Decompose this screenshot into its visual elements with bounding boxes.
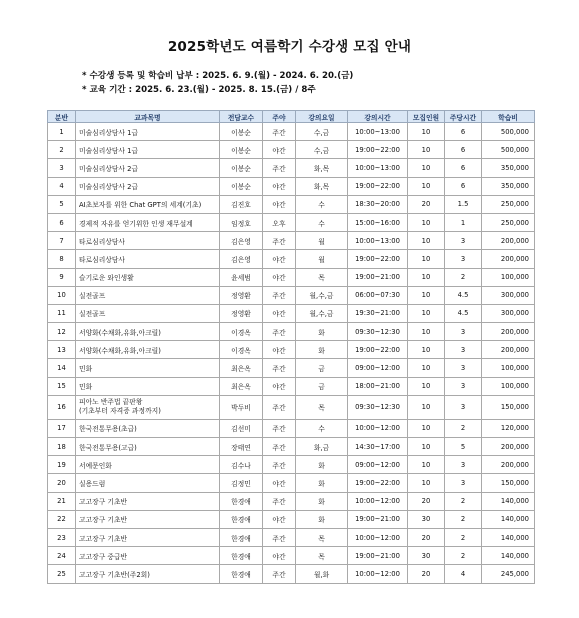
cell-subject: 타로심리상담사 — [76, 250, 220, 268]
cell-subject: 고고장구 기초반 — [76, 492, 220, 510]
cell-weekly-hours: 6 — [445, 141, 482, 159]
cell-day-night: 야간 — [263, 377, 296, 395]
header-weekly-hours: 주당시간 — [445, 111, 482, 123]
cell-subject: 미술심리상담사 1급 — [76, 141, 220, 159]
cell-subject: 민화 — [76, 377, 220, 395]
cell-capacity: 10 — [408, 474, 445, 492]
cell-subject: 미술심리상담사 2급 — [76, 159, 220, 177]
cell-weekly-hours: 2 — [445, 419, 482, 437]
table-row — [48, 438, 535, 456]
cell-class: 12 — [48, 323, 76, 341]
table-row — [48, 377, 535, 395]
cell-weekly-hours: 3 — [445, 377, 482, 395]
cell-fee: 150,000 — [482, 395, 535, 419]
cell-weekly-hours: 2 — [445, 492, 482, 510]
cell-day-night: 야간 — [263, 510, 296, 528]
cell-subject: 미술심리상담사 1급 — [76, 123, 220, 141]
cell-subject: 피아노 반주법 끝판왕 (기초부터 자격증 과정까지) — [76, 395, 220, 419]
cell-weekly-hours: 4.5 — [445, 304, 482, 322]
note-period: * 교육 기간 : 2025. 6. 23.(월) - 2025. 8. 15.(금) / 8주 — [82, 85, 316, 95]
cell-class: 16 — [48, 395, 76, 419]
table-row — [48, 341, 535, 359]
table-row — [48, 213, 535, 231]
cell-class: 8 — [48, 250, 76, 268]
cell-time: 19:00~21:00 — [348, 510, 408, 528]
cell-capacity: 10 — [408, 323, 445, 341]
header-capacity: 모집인원 — [408, 111, 445, 123]
cell-professor: 이경옥 — [220, 341, 263, 359]
table-row — [48, 359, 535, 377]
cell-subject: 고고장구 기초반 — [76, 528, 220, 546]
cell-weekday: 화,목 — [296, 177, 348, 195]
cell-fee: 300,000 — [482, 286, 535, 304]
cell-capacity: 10 — [408, 438, 445, 456]
cell-weekly-hours: 5 — [445, 438, 482, 456]
cell-subject: 고고장구 기초반(주2회) — [76, 565, 220, 583]
cell-weekly-hours: 4.5 — [445, 286, 482, 304]
table-row — [48, 250, 535, 268]
cell-day-night: 주간 — [263, 232, 296, 250]
table-row — [48, 232, 535, 250]
cell-fee: 100,000 — [482, 359, 535, 377]
cell-fee: 140,000 — [482, 528, 535, 546]
cell-professor: 한경애 — [220, 565, 263, 583]
cell-day-night: 야간 — [263, 547, 296, 565]
cell-capacity: 10 — [408, 177, 445, 195]
cell-weekday: 화 — [296, 492, 348, 510]
cell-capacity: 10 — [408, 419, 445, 437]
cell-capacity: 10 — [408, 395, 445, 419]
cell-weekly-hours: 6 — [445, 159, 482, 177]
cell-subject: 타로심리상담사 — [76, 232, 220, 250]
cell-capacity: 10 — [408, 159, 445, 177]
cell-class: 10 — [48, 286, 76, 304]
cell-weekday: 금 — [296, 377, 348, 395]
table-row — [48, 141, 535, 159]
table-header-row — [48, 111, 535, 123]
cell-weekday: 목 — [296, 547, 348, 565]
cell-class: 7 — [48, 232, 76, 250]
cell-class: 25 — [48, 565, 76, 583]
cell-class: 9 — [48, 268, 76, 286]
cell-class: 21 — [48, 492, 76, 510]
table-row — [48, 159, 535, 177]
cell-fee: 250,000 — [482, 195, 535, 213]
cell-fee: 350,000 — [482, 159, 535, 177]
cell-capacity: 10 — [408, 123, 445, 141]
cell-subject: 고고장구 기초반 — [76, 510, 220, 528]
cell-weekday: 월,화 — [296, 565, 348, 583]
cell-class: 5 — [48, 195, 76, 213]
cell-fee: 100,000 — [482, 377, 535, 395]
cell-class: 14 — [48, 359, 76, 377]
cell-weekly-hours: 6 — [445, 177, 482, 195]
cell-capacity: 10 — [408, 456, 445, 474]
cell-time: 14:30~17:00 — [348, 438, 408, 456]
table-row — [48, 547, 535, 565]
cell-day-night: 주간 — [263, 438, 296, 456]
cell-class: 15 — [48, 377, 76, 395]
cell-fee: 200,000 — [482, 323, 535, 341]
cell-time: 10:00~12:00 — [348, 419, 408, 437]
cell-weekly-hours: 3 — [445, 395, 482, 419]
cell-fee: 140,000 — [482, 547, 535, 565]
cell-weekday: 화,금 — [296, 438, 348, 456]
cell-professor: 김수나 — [220, 456, 263, 474]
cell-weekday: 월 — [296, 250, 348, 268]
table-row — [48, 195, 535, 213]
cell-professor: 박두비 — [220, 395, 263, 419]
cell-capacity: 30 — [408, 547, 445, 565]
cell-weekday: 수 — [296, 419, 348, 437]
cell-day-night: 오후 — [263, 213, 296, 231]
cell-capacity: 10 — [408, 341, 445, 359]
header-day-night: 주야 — [263, 111, 296, 123]
cell-subject: 미술심리상담사 2급 — [76, 177, 220, 195]
cell-fee: 350,000 — [482, 177, 535, 195]
cell-subject: 슬기로운 와인생활 — [76, 268, 220, 286]
cell-class: 6 — [48, 213, 76, 231]
cell-time: 19:00~21:00 — [348, 547, 408, 565]
cell-weekly-hours: 2 — [445, 528, 482, 546]
table-row — [48, 456, 535, 474]
cell-day-night: 주간 — [263, 323, 296, 341]
cell-capacity: 10 — [408, 232, 445, 250]
cell-weekday: 금 — [296, 359, 348, 377]
cell-capacity: 20 — [408, 528, 445, 546]
cell-time: 10:00~12:00 — [348, 565, 408, 583]
cell-professor: 정영환 — [220, 304, 263, 322]
cell-capacity: 10 — [408, 250, 445, 268]
cell-time: 15:00~16:00 — [348, 213, 408, 231]
cell-professor: 김정민 — [220, 474, 263, 492]
cell-class: 22 — [48, 510, 76, 528]
cell-weekday: 화 — [296, 510, 348, 528]
cell-class: 20 — [48, 474, 76, 492]
cell-weekday: 화,목 — [296, 159, 348, 177]
table-row — [48, 123, 535, 141]
cell-fee: 140,000 — [482, 492, 535, 510]
cell-weekly-hours: 3 — [445, 323, 482, 341]
cell-weekly-hours: 3 — [445, 474, 482, 492]
cell-day-night: 주간 — [263, 456, 296, 474]
cell-fee: 500,000 — [482, 123, 535, 141]
cell-fee: 300,000 — [482, 304, 535, 322]
cell-weekday: 화 — [296, 456, 348, 474]
cell-subject: 고고장구 중급반 — [76, 547, 220, 565]
cell-subject: 서양화(수채화,유화,아크릴) — [76, 323, 220, 341]
cell-professor: 이봉순 — [220, 159, 263, 177]
cell-fee: 200,000 — [482, 232, 535, 250]
cell-capacity: 10 — [408, 359, 445, 377]
cell-capacity: 10 — [408, 268, 445, 286]
cell-day-night: 주간 — [263, 565, 296, 583]
cell-professor: 김은영 — [220, 250, 263, 268]
cell-time: 19:00~21:00 — [348, 268, 408, 286]
cell-class: 24 — [48, 547, 76, 565]
cell-time: 10:00~12:00 — [348, 492, 408, 510]
cell-fee: 245,000 — [482, 565, 535, 583]
cell-professor: 최은옥 — [220, 359, 263, 377]
cell-professor: 이봉순 — [220, 123, 263, 141]
cell-professor: 임정호 — [220, 213, 263, 231]
header-professor: 전담교수 — [220, 111, 263, 123]
table-row — [48, 304, 535, 322]
cell-fee: 500,000 — [482, 141, 535, 159]
cell-weekday: 수,금 — [296, 141, 348, 159]
header-weekday: 강의요일 — [296, 111, 348, 123]
header-time: 강의시간 — [348, 111, 408, 123]
cell-weekday: 수 — [296, 213, 348, 231]
cell-time: 09:00~12:00 — [348, 359, 408, 377]
cell-weekly-hours: 3 — [445, 359, 482, 377]
cell-weekday: 화 — [296, 474, 348, 492]
cell-time: 19:00~22:00 — [348, 177, 408, 195]
cell-weekly-hours: 1.5 — [445, 195, 482, 213]
cell-day-night: 야간 — [263, 304, 296, 322]
cell-weekly-hours: 6 — [445, 123, 482, 141]
cell-subject: 한국전통무용(고급) — [76, 438, 220, 456]
cell-professor: 김은영 — [220, 232, 263, 250]
cell-weekday: 월 — [296, 232, 348, 250]
cell-time: 09:00~12:00 — [348, 456, 408, 474]
notes-block — [82, 69, 353, 97]
cell-time: 19:00~22:00 — [348, 474, 408, 492]
cell-class: 13 — [48, 341, 76, 359]
cell-weekly-hours: 2 — [445, 547, 482, 565]
cell-day-night: 주간 — [263, 286, 296, 304]
table-row — [48, 492, 535, 510]
cell-professor: 이봉순 — [220, 141, 263, 159]
table-row — [48, 528, 535, 546]
cell-weekly-hours: 3 — [445, 341, 482, 359]
cell-day-night: 야간 — [263, 474, 296, 492]
cell-class: 3 — [48, 159, 76, 177]
note-registration: * 수강생 등록 및 학습비 납부 : 2025. 6. 9.(월) - 2024. 6. 20.(금) — [82, 71, 354, 81]
cell-fee: 200,000 — [482, 250, 535, 268]
cell-day-night: 야간 — [263, 250, 296, 268]
cell-weekday: 목 — [296, 268, 348, 286]
cell-subject: 민화 — [76, 359, 220, 377]
cell-weekday: 목 — [296, 395, 348, 419]
cell-capacity: 20 — [408, 195, 445, 213]
cell-time: 09:30~12:30 — [348, 395, 408, 419]
cell-weekday: 월,수,금 — [296, 286, 348, 304]
cell-class: 17 — [48, 419, 76, 437]
course-table — [47, 110, 535, 584]
cell-fee: 200,000 — [482, 456, 535, 474]
table-row — [48, 565, 535, 583]
table-row — [48, 395, 535, 419]
table-row — [48, 268, 535, 286]
cell-professor: 한경애 — [220, 510, 263, 528]
cell-weekly-hours: 3 — [445, 232, 482, 250]
cell-subject: 실용드럼 — [76, 474, 220, 492]
cell-weekly-hours: 4 — [445, 565, 482, 583]
cell-class: 11 — [48, 304, 76, 322]
cell-professor: 이봉순 — [220, 177, 263, 195]
cell-professor: 한경애 — [220, 528, 263, 546]
cell-day-night: 주간 — [263, 492, 296, 510]
cell-capacity: 10 — [408, 377, 445, 395]
cell-subject: 실전골프 — [76, 286, 220, 304]
cell-capacity: 10 — [408, 304, 445, 322]
cell-time: 18:30~20:00 — [348, 195, 408, 213]
cell-capacity: 10 — [408, 213, 445, 231]
cell-day-night: 주간 — [263, 159, 296, 177]
cell-day-night: 주간 — [263, 395, 296, 419]
cell-professor: 김선미 — [220, 419, 263, 437]
cell-time: 10:00~12:00 — [348, 528, 408, 546]
cell-time: 18:00~21:00 — [348, 377, 408, 395]
cell-professor: 한경애 — [220, 547, 263, 565]
cell-professor: 윤세범 — [220, 268, 263, 286]
cell-day-night: 주간 — [263, 419, 296, 437]
cell-capacity: 30 — [408, 510, 445, 528]
cell-class: 4 — [48, 177, 76, 195]
cell-time: 19:00~22:00 — [348, 141, 408, 159]
cell-time: 10:00~13:00 — [348, 123, 408, 141]
cell-time: 19:00~22:00 — [348, 250, 408, 268]
cell-day-night: 야간 — [263, 341, 296, 359]
cell-subject: 경제적 자유를 얻기위한 인생 재무설계 — [76, 213, 220, 231]
cell-professor: 최은옥 — [220, 377, 263, 395]
cell-weekday: 월,수,금 — [296, 304, 348, 322]
cell-day-night: 야간 — [263, 141, 296, 159]
cell-time: 19:00~22:00 — [348, 341, 408, 359]
cell-time: 09:30~12:30 — [348, 323, 408, 341]
cell-fee: 200,000 — [482, 341, 535, 359]
cell-class: 19 — [48, 456, 76, 474]
table-row — [48, 419, 535, 437]
cell-class: 1 — [48, 123, 76, 141]
cell-capacity: 10 — [408, 141, 445, 159]
cell-weekday: 수,금 — [296, 123, 348, 141]
cell-capacity: 20 — [408, 565, 445, 583]
cell-class: 18 — [48, 438, 76, 456]
cell-subject: AI초보자를 위한 Chat GPT의 세계(기초) — [76, 195, 220, 213]
table-row — [48, 323, 535, 341]
cell-fee: 120,000 — [482, 419, 535, 437]
table-row — [48, 474, 535, 492]
cell-weekly-hours: 2 — [445, 510, 482, 528]
cell-weekly-hours: 3 — [445, 456, 482, 474]
cell-professor: 김진호 — [220, 195, 263, 213]
header-class: 분반 — [48, 111, 76, 123]
cell-time: 10:00~13:00 — [348, 232, 408, 250]
cell-fee: 100,000 — [482, 268, 535, 286]
cell-weekly-hours: 2 — [445, 268, 482, 286]
cell-professor: 한경애 — [220, 492, 263, 510]
cell-weekday: 목 — [296, 528, 348, 546]
cell-time: 10:00~13:00 — [348, 159, 408, 177]
cell-weekday: 화 — [296, 323, 348, 341]
cell-subject: 한국전통무용(초급) — [76, 419, 220, 437]
cell-class: 23 — [48, 528, 76, 546]
cell-capacity: 20 — [408, 492, 445, 510]
cell-day-night: 주간 — [263, 359, 296, 377]
cell-time: 19:30~21:00 — [348, 304, 408, 322]
cell-fee: 250,000 — [482, 213, 535, 231]
cell-subject: 서양화(수채화,유화,아크릴) — [76, 341, 220, 359]
header-subject: 교과목명 — [76, 111, 220, 123]
cell-weekday: 화 — [296, 341, 348, 359]
cell-fee: 140,000 — [482, 510, 535, 528]
table-body — [48, 123, 535, 584]
cell-weekly-hours: 3 — [445, 250, 482, 268]
cell-weekday: 수 — [296, 195, 348, 213]
cell-day-night: 야간 — [263, 195, 296, 213]
cell-capacity: 10 — [408, 286, 445, 304]
cell-day-night: 주간 — [263, 123, 296, 141]
cell-class: 2 — [48, 141, 76, 159]
cell-professor: 이경옥 — [220, 323, 263, 341]
cell-subject: 서예문인화 — [76, 456, 220, 474]
cell-professor: 장태연 — [220, 438, 263, 456]
table-row — [48, 177, 535, 195]
table-row — [48, 286, 535, 304]
table-row — [48, 510, 535, 528]
cell-fee: 200,000 — [482, 438, 535, 456]
cell-subject: 실전골프 — [76, 304, 220, 322]
cell-fee: 150,000 — [482, 474, 535, 492]
cell-day-night: 야간 — [263, 177, 296, 195]
cell-weekly-hours: 1 — [445, 213, 482, 231]
page-title: 2025학년도 여름학기 수강생 모집 안내 — [167, 39, 412, 55]
header-fee: 학습비 — [482, 111, 535, 123]
cell-professor: 정영환 — [220, 286, 263, 304]
cell-day-night: 주간 — [263, 528, 296, 546]
cell-time: 06:00~07:30 — [348, 286, 408, 304]
cell-day-night: 야간 — [263, 268, 296, 286]
